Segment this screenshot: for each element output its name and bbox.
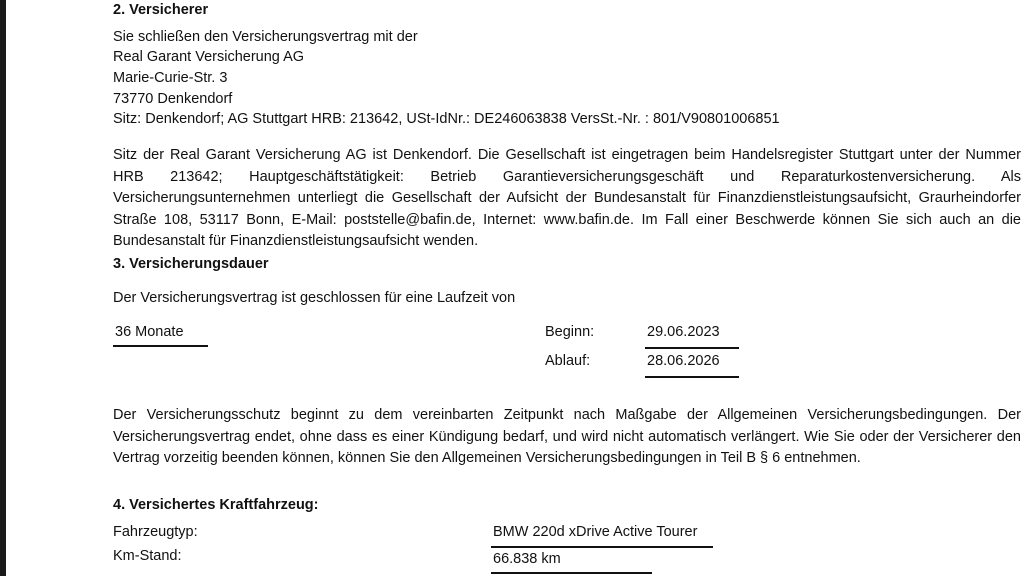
page-edge-shadow [0, 0, 6, 576]
end-date: 28.06.2026 [647, 353, 720, 369]
vehicle-type-value: BMW 220d xDrive Active Tourer [493, 524, 698, 540]
section-2-heading: 2. Versicherer [113, 2, 209, 18]
insurer-description-paragraph: Sitz der Real Garant Versicherung AG ist Denkendorf. Die Gesellschaft ist eingetragen beim Handelsregister Stuttgart unter der Nummer HRB 213642; Hauptgeschäftstätigkeit: Betrieb Garantieversicherungsgeschäft und Reparaturkostenversicherung. Als Versicherungsunternehmen unterliegt die Gesellschaft der Aufsicht der Bundesanstalt für Finanzdienstleistungsaufsicht, Graurheindorfer Straße 108, 53117 Bonn, E-Mail: poststelle@bafin.de, Internet: www.bafin.de. Im Fall einer Beschwerde können Sie sich auch an die Bundesanstalt für Finanzdienstleistungsaufsicht wenden. [113, 147, 1021, 249]
vehicle-type-underline [491, 546, 713, 548]
duration-value: 36 Monate [115, 324, 184, 340]
mileage-underline [491, 572, 652, 574]
end-date-underline [645, 376, 739, 378]
section-4-heading: 4. Versichertes Kraftfahrzeug: [113, 497, 319, 513]
insurer-registration: Sitz: Denkendorf; AG Stuttgart HRB: 213642, USt-IdNr.: DE246063838 VersSt.-Nr. : 801/V90801006851 [113, 111, 780, 127]
begin-date-underline [645, 347, 739, 349]
duration-intro: Der Versicherungsvertrag ist geschlossen für eine Laufzeit von [113, 290, 516, 306]
mileage-label: Km-Stand: [113, 548, 182, 564]
duration-underline [113, 345, 208, 347]
section-3-heading: 3. Versicherungsdauer [113, 256, 269, 272]
insurer-name: Real Garant Versicherung AG [113, 49, 305, 65]
end-label: Ablauf: [545, 353, 591, 369]
insurer-street: Marie-Curie-Str. 3 [113, 70, 228, 86]
insurer-intro-line: Sie schließen den Versicherungsvertrag mit der [113, 29, 418, 45]
begin-date: 29.06.2023 [647, 324, 720, 340]
insurer-city: 73770 Denkendorf [113, 91, 233, 107]
duration-description-paragraph: Der Versicherungsschutz beginnt zu dem vereinbarten Zeitpunkt nach Maßgabe der Allgemeinen Versicherungsbedingungen. Der Versicherungsvertrag endet, ohne dass es einer Kündigung bedarf, und wird nicht automatisch verlängert. Wie Sie oder der Versicherer den Vertrag vorzeitig beenden können, können Sie den Allgemeinen Versicherungsbedingungen in Teil B § 6 entnehmen. [113, 407, 1021, 466]
begin-label: Beginn: [545, 324, 595, 340]
vehicle-type-label: Fahrzeugtyp: [113, 524, 198, 540]
mileage-value: 66.838 km [493, 551, 561, 567]
